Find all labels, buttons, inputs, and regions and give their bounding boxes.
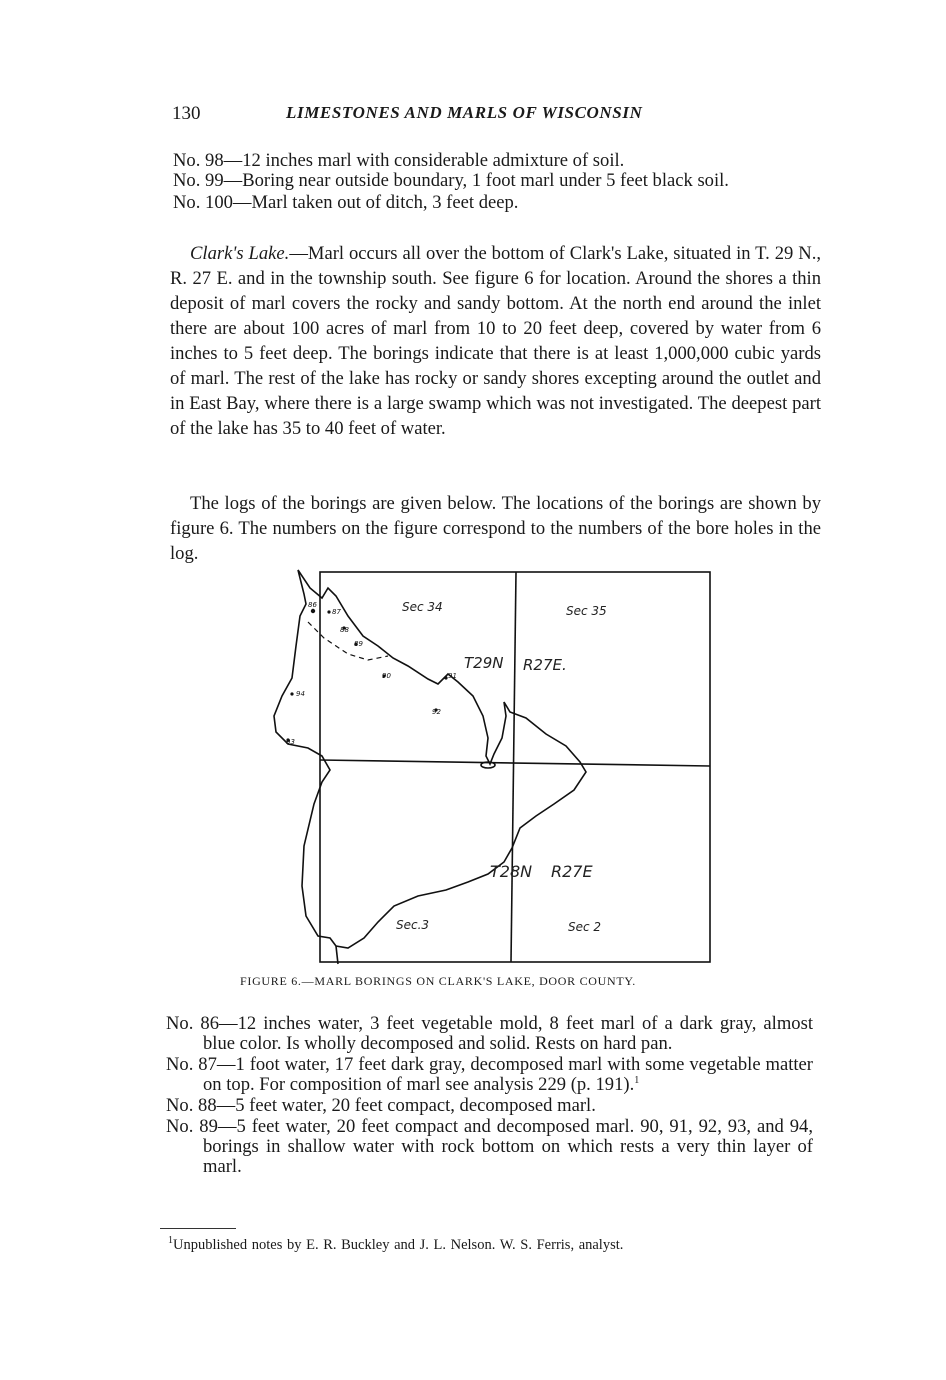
boring-87-label: 87: [332, 608, 341, 616]
label-sec-34: Sec 34: [402, 600, 443, 614]
map-grid-horizontal: [320, 760, 710, 766]
label-r27e-north: R27E.: [523, 656, 567, 674]
label-sec-2: Sec 2: [568, 920, 602, 934]
bottom-entries: [166, 1014, 813, 1177]
footnote-rule: [160, 1228, 236, 1229]
entry-87: [166, 1055, 813, 1095]
footnote-ref: 1: [634, 1074, 640, 1086]
label-r27e-south: R27E: [551, 862, 593, 881]
boring-86-mark: [311, 609, 315, 613]
boring-94-mark: [290, 692, 293, 695]
boring-89-label: 89: [354, 640, 363, 648]
boring-93-label: 93: [286, 738, 295, 746]
entry-89: No. 89—5 feet water, 20 feet compact and decomposed marl. 90, 91, 92, 93, and 94, borings in shallow water with rock bottom on which rests a very thin layer of marl.: [166, 1116, 813, 1177]
running-head: LIMESTONES AND MARLS OF WISCONSIN: [286, 103, 643, 122]
footnote: [168, 1237, 623, 1254]
footnote-marker: 1: [168, 1235, 173, 1247]
top-entries: [173, 151, 821, 213]
entry-87-text: No. 87—1 foot water, 17 feet dark gray, decomposed marl with some vegetable matter on top. For composition of marl see analysis 229 (p. 191).: [166, 1054, 813, 1095]
entry-100: No. 100—Marl taken out of ditch, 3 feet deep.: [173, 192, 519, 213]
entry-99: No. 99—Boring near outside boundary, 1 foot marl under 5 feet black soil.: [173, 170, 729, 191]
boring-94-label: 94: [296, 690, 305, 698]
map-grid-vertical: [511, 572, 516, 962]
label-t29n: T29N: [464, 654, 504, 672]
label-t28n: T28N: [490, 862, 533, 881]
entry-86: No. 86—12 inches water, 3 feet vegetable mold, 8 feet marl of a dark gray, almost blue color. Is wholly decomposed and solid. Rests on hard pan.: [166, 1013, 813, 1054]
clarks-lake-heading: Clark's Lake.: [190, 243, 290, 264]
label-sec-3: Sec.3: [396, 918, 430, 932]
boring-86-label: 86: [308, 601, 317, 609]
boring-90-label: 90: [382, 672, 391, 680]
figure-caption: FIGURE 6.—MARL BORINGS ON CLARK'S LAKE, DOOR COUNTY.: [240, 974, 636, 988]
boring-87-mark: [327, 610, 330, 613]
boring-92-label: 92: [432, 708, 441, 716]
lake-map-drawing: [268, 566, 720, 970]
entry-88: No. 88—5 feet water, 20 feet compact, decomposed marl.: [166, 1095, 596, 1116]
boring-91-label: 91: [448, 672, 457, 680]
logs-text: The logs of the borings are given below. The locations of the borings are shown by figure 6. The numbers on the figure correspond to the numbers of the bore holes in the log.: [170, 493, 821, 564]
entry-98: No. 98—12 inches marl with considerable admixture of soil.: [173, 150, 625, 171]
page-number: 130: [172, 103, 201, 124]
clarks-lake-body: —Marl occurs all over the bottom of Clark's Lake, situated in T. 29 N., R. 27 E. and in the township south. See figure 6 for location. Around the shores a thin deposit of marl covers the rocky and sandy bottom. At the north end around the inlet there are about 100 acres of marl from 10 to 20 feet deep, covered by water from 6 inches to 5 feet deep. The borings indicate that there is at least 1,000,000 cubic yards of marl. The rest of the lake has rocky or sandy shores excepting around the outlet and in East Bay, where there is a large swamp which was not investigated. The deepest part of the lake has 35 to 40 feet of water.: [170, 243, 821, 439]
boring-88-label: 88: [340, 626, 349, 634]
footnote-text: Unpublished notes by E. R. Buckley and J. L. Nelson. W. S. Ferris, analyst.: [173, 1237, 624, 1253]
logs-paragraph: [170, 491, 821, 566]
clarks-lake-paragraph: [170, 241, 821, 441]
figure-6-map: [268, 566, 720, 970]
label-sec-35: Sec 35: [566, 604, 607, 618]
